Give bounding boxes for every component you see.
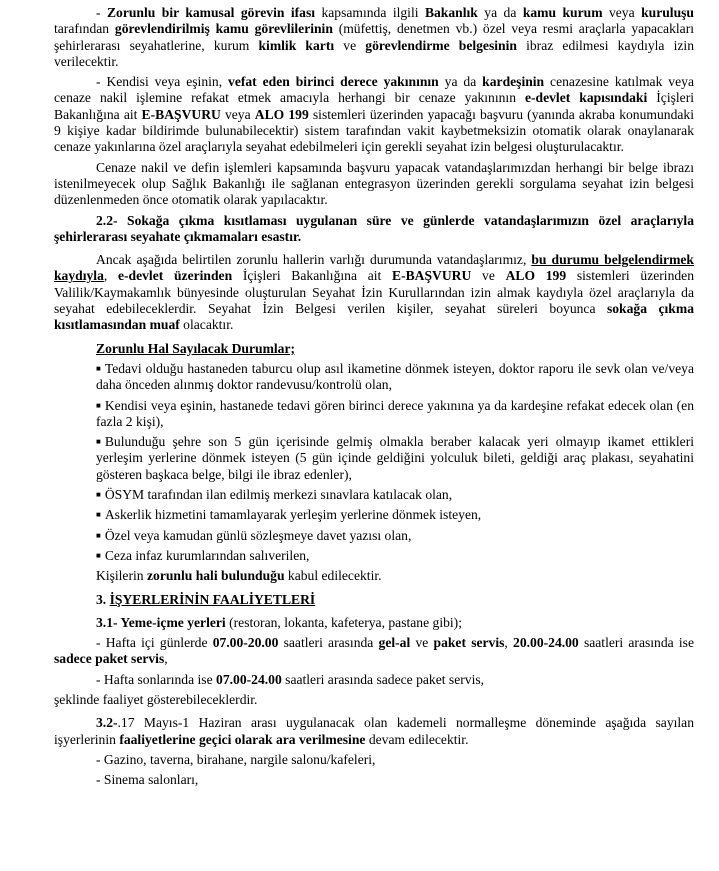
bullet-icon: ■ [96,530,101,540]
list-item: ■ Kendisi veya eşinin, hastanede tedavi gören birinci derece yakınına ya da kardeşine refakat edecek olan (en fazla 2 kişi), [96,397,694,429]
list-item: ■ ÖSYM tarafından ilan edilmiş merkezi sınavlara katılacak olan, [96,487,453,503]
list-item: - Gazino, taverna, birahane, nargile salonu/kafeleri, [96,751,376,767]
heading-2-2: 2.2- Sokağa çıkma kısıtlaması uygulanan süre ve günlerde vatandaşlarımızın özel araçlarıyla şehirlerarası seyahate çıkmamaları esastır. [54,212,694,244]
heading-3: 3. İŞYERLERİNİN FAALİYETLERİ [96,591,316,607]
paragraph-3-2: 3.2-.17 Mayıs-1 Haziran arası uygulanacak olan kademeli normalleşme döneminde aşağıda sayılan işyerlerinin faaliyetlerine geçici olarak ara verilmesine devam edilecektir. [54,715,694,747]
paragraph-activity: şeklinde faaliyet gösterebileceklerdir. [54,691,258,707]
paragraph-public-duty: - Zorunlu bir kamusal görevin ifası kapsamında ilgili Bakanlık ya da kamu kurum veya kuruluşu tarafından görevlendirilmiş kamu görevlilerinin (müfettiş, denetmen vb.) özel veya resmi araçlarla yapacakları şehirlerarası seyahatlerine, kurum kimlik kartı ve görevlendirme belgesinin ibraz edilmesi kaydıyla izin verilecektir. [54,5,694,69]
paragraph-weekend-hours: - Hafta sonlarında ise 07.00-24.00 saatleri arasında sadece paket servis, [96,671,485,687]
list-item: ■ Özel veya kamudan günlü sözleşmeye davet yazısı olan, [96,527,412,543]
bullet-icon: ■ [96,400,101,410]
paragraph-funeral: - Kendisi veya eşinin, vefat eden birinci derece yakınının ya da kardeşinin cenazesine katılmak veya cenaze nakil işlemine refakat etmek amacıyla herhangi bir cenaze yakınının e-devlet kapısındaki İçişleri Bakanlığına ait E-BAŞVURU veya ALO 199 sistemleri üzerinden yapacağı başvuru (yanında akraba konumundaki 9 kişiye kadar bildirimde bulunabilecektir) sistem tarafından vakit kaybetmeksizin otomatik olarak onaylanarak cenaze yakınlarına özel araçlarıyla seyahat edebilmeleri için gerekli seyahat izin belgesi oluşturulacaktır. [54,74,695,155]
mandatory-cases-title: Zorunlu Hal Sayılacak Durumlar; [96,340,296,356]
bullet-icon: ■ [96,510,101,520]
bullet-icon: ■ [96,363,101,373]
list-item: ■ Bulunduğu şehre son 5 gün içerisinde gelmiş olmakla beraber kalacak yeri olmayıp ikamet ettikleri yerleşim yerlerine dönmek isteyen (5 gün içinde geldiğini yolculuk bileti, geldiği araç plakası, seyahatini gösteren başkaca belge, bilgi ile ibraz edenler), [96,434,694,482]
paragraph-weekday-hours: - Hafta içi günlerde 07.00-20.00 saatleri arasında gel-al ve paket servis, 20.00-24.00 saatleri arasında ise sadece paket servis, [54,635,694,667]
list-item: - Sinema salonları, [96,772,199,788]
list-item: ■ Ceza infaz kurumlarından salıverilen, [96,547,310,563]
paragraph-mandatory-accepted: Kişilerin zorunlu hali bulunduğu kabul edilecektir. [96,568,382,584]
bullet-icon: ■ [96,437,101,447]
heading-3-1: 3.1- Yeme-içme yerleri (restoran, lokanta, kafeterya, pastane gibi); [96,614,462,630]
paragraph-exceptions: Ancak aşağıda belirtilen zorunlu hallerin varlığı durumunda vatandaşlarımız, bu durumu belgelendirmek kaydıyla, e-devlet üzerinden İçişleri Bakanlığına ait E-BAŞVURU ve ALO 199 sistemleri üzerinden Valilik/Kaymakamlık bünyesinde oluşturulan Seyahat İzin Kurullarından izin almak kaydıyla özel araçlarıyla da seyahat edebileceklerdir. Seyahat İzin Belgesi verilen kişiler, seyahat süreleri boyunca sokağa çıkma kısıtlamasından muaf olacaktır. [54,252,694,333]
list-item: ■ Tedavi olduğu hastaneden taburcu olup asıl ikametine dönmek isteyen, doktor raporu ile sevk olan ve/veya daha önceden alınmış doktor randevusu/kontrolü olan, [96,360,694,393]
paragraph-funeral-docs: Cenaze nakil ve defin işlemleri kapsamında başvuru yapacak vatandaşlarımızdan herhangi bir belge ibrazı istenilmeyecek olup Sağlık Bakanlığı ile sağlanan entegrasyon üzerinden gerekli sorgulama seyahat izin belgesi düzenlenmeden önce otomatik olarak yapılacaktır. [54,159,694,208]
list-item: ■ Askerlik hizmetini tamamlayarak yerleşim yerlerine dönmek isteyen, [96,507,482,523]
bullet-icon: ■ [96,490,101,500]
bullet-icon: ■ [96,550,101,560]
